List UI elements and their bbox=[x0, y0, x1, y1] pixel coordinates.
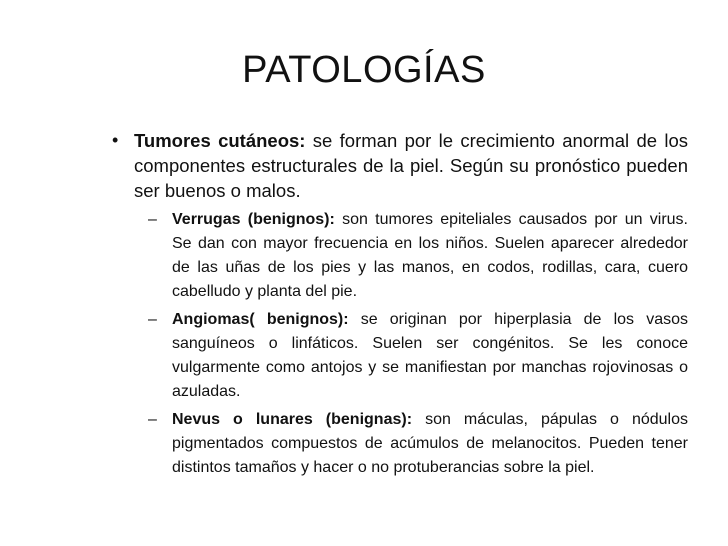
sub-bullet-text: son máculas, pápulas o nódulos pigmentados compuestos de acúmulos de melanocitos. Pueden tener distintos tamaños y hacer o no protuberancias sobre la piel. bbox=[172, 411, 688, 476]
bullet-text: se forman por le crecimiento anormal de los componentes estructurales de la piel. Según su pronóstico pueden ser buenos o malos. bbox=[134, 130, 688, 201]
sub-bullet-text: se originan por hiperplasia de los vasos sanguíneos o linfáticos. Suelen ser congénitos. Se les conoce vulgarmente como antojos y se manifiestan por manchas rojovinosas o azuladas. bbox=[172, 311, 689, 400]
dash-icon: – bbox=[148, 311, 157, 328]
bullet-icon: • bbox=[112, 130, 119, 150]
bullet-term: Tumores cutáneos: bbox=[134, 130, 306, 151]
sub-bullet-term: Verrugas (benignos): bbox=[172, 211, 335, 228]
slide-content bbox=[112, 128, 688, 484]
sub-bullet-list bbox=[112, 208, 688, 480]
bullet-item bbox=[112, 128, 688, 203]
sub-bullet-item bbox=[148, 308, 688, 404]
sub-bullet-item bbox=[148, 408, 688, 480]
sub-bullet-term: Angiomas( benignos): bbox=[172, 311, 349, 328]
sub-bullet-text: son tumores epiteliales causados por un virus. Se dan con mayor frecuencia en los niños. Suelen aparecer alrededor de las uñas de los pies y las manos, en codos, rodillas, cara, cuero cabelludo y planta del pie. bbox=[172, 211, 688, 300]
sub-bullet-item bbox=[148, 208, 688, 304]
dash-icon: – bbox=[148, 211, 157, 228]
slide-title: PATOLOGÍAS bbox=[242, 49, 486, 91]
dash-icon: – bbox=[148, 411, 157, 428]
sub-bullet-term: Nevus o lunares (benignas): bbox=[172, 411, 413, 428]
